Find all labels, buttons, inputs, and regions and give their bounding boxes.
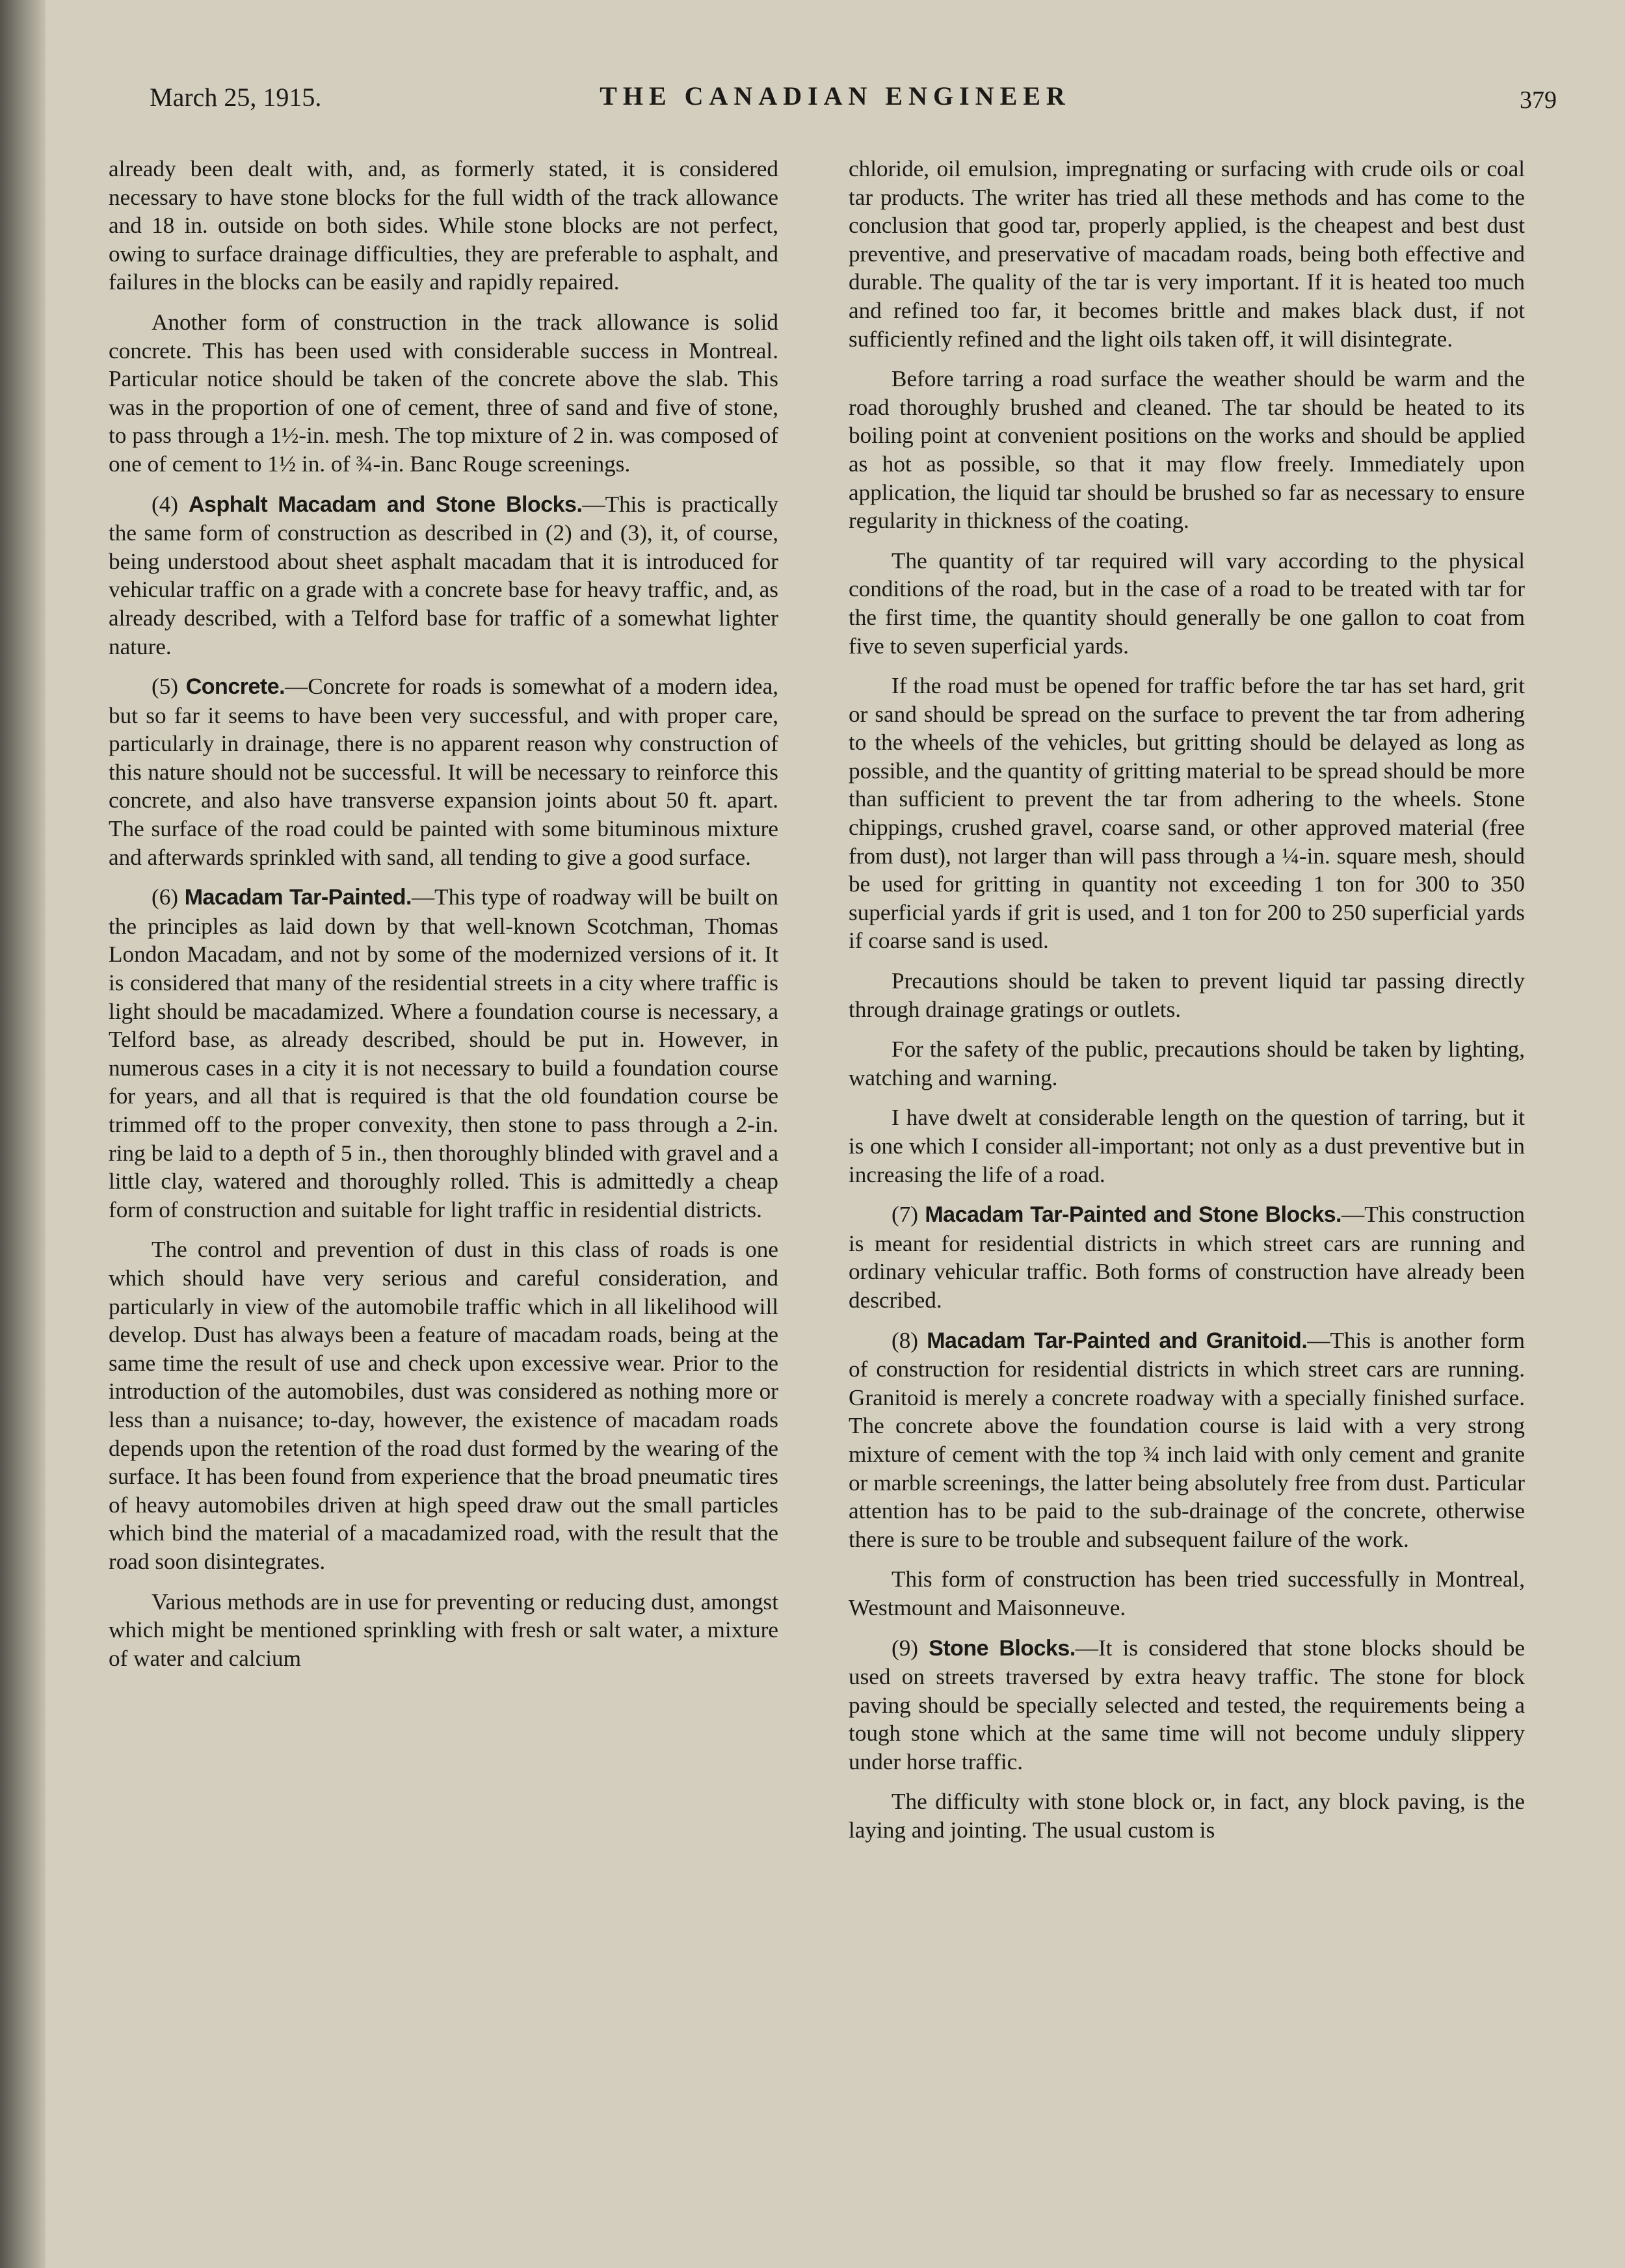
- paragraph: Precautions should be taken to prevent liquid tar passing directly through drainage gratings or outlets.: [849, 968, 1525, 1022]
- section-number: (9): [892, 1635, 919, 1661]
- issue-date: March 25, 1915.: [150, 83, 322, 112]
- paragraph: Before tarring a road surface the weather should be warm and the road thoroughly brushed and cleaned. The tar should be heated to its boiling point at convenient positions on the works and should be applied as hot as possible, so that it may flow freely. Immediately upon application, the liquid tar should be brushed so far as necessary to ensure regularity in thickness of the coating.: [849, 366, 1525, 534]
- section-number: (8): [892, 1327, 919, 1353]
- section-number: (5): [152, 674, 179, 700]
- paragraph: If the road must be opened for traffic before the tar has set hard, grit or sand should be spread on the surface to prevent the tar from adhering to the wheels of the vehicles, but gritting should be delayed as long as possible, and the quantity of gritting material to be spread should be more than sufficient to prevent the tar from adhering to the wheels. Stone chippings, crushed gravel, coarse sand, or other approved material (free from dust), not larger than will pass through a ¼-in. square mesh, should be used for gritting in quantity not exceeding 1 ton for 300 to 350 superficial yards if grit is used, and 1 ton for 200 to 250 superficial yards if coarse sand is used.: [849, 673, 1525, 954]
- section-heading: Macadam Tar-Painted and Stone Blocks.: [925, 1202, 1341, 1228]
- section-body: —This is another form of construction for residential districts in which street cars are running. Granitoid is merely a concrete roadway with a specially finished surface. The concrete above the foundation course is laid with a very strong mixture of cement with the top ¾ inch laid with only cement and granite or marble screenings, the latter being absolutely free from dust. Particular attention has to be paid to the sub-drainage of the concrete, otherwise there is sure to be trouble and subsequent failure of the work.: [849, 1327, 1525, 1552]
- section-heading: Macadam Tar-Painted and Granitoid.: [927, 1328, 1308, 1353]
- section-number: (6): [152, 884, 179, 910]
- section-body: —Concrete for roads is somewhat of a modern idea, but so far it seems to have been very successful, and with proper care, particularly in drainage, there is no apparent reason why construction of this nature should not be successful. It will be necessary to reinforce this concrete, and also have transverse expansion joints about 50 ft. apart. The surface of the road could be painted with some bituminous mixture and afterwards sprinkled with sand, all tending to give a good surface.: [109, 674, 779, 870]
- section-body: —It is considered that stone blocks should be used on streets traversed by extra heavy traffic. The stone for block paving should be specially selected and tested, the requirements being a tough stone which at the same time will not become unduly slippery under horse traffic.: [849, 1635, 1525, 1774]
- paragraph: The quantity of tar required will vary according to the physical conditions of the road, but in the case of a road to be treated with tar for the first time, the quantity should generally be one gallon to coat from five to seven superficial yards.: [849, 547, 1525, 659]
- section-heading: Asphalt Macadam and Stone Blocks.: [189, 492, 583, 517]
- paragraph: The difficulty with stone block or, in fact, any block paving, is the laying and jointing. The usual custom is: [849, 1789, 1525, 1843]
- section-heading: Stone Blocks.: [929, 1635, 1076, 1661]
- section-body: —This is practically the same form of construction as described in (2) and (3), it, of course, being understood about sheet asphalt macadam that it is introduced for vehicular traffic on a grade with a concrete base for heavy traffic, and, as already described, with a Telford base for traffic of a somewhat lighter nature.: [109, 491, 779, 659]
- paragraph: chloride, oil emulsion, impregnating or surfacing with crude oils or coal tar products. The writer has tried all these methods and has come to the conclusion that good tar, properly applied, is the cheapest and best dust preventive, and preservative of macadam roads, being both effective and durable. The quality of the tar is very important. If it is heated too much and refined too far, it becomes brittle and makes black dust, if not sufficiently refined and the light oils taken off, it will disintegrate.: [849, 156, 1525, 352]
- paragraph: This form of construction has been tried successfully in Montreal, Westmount and Maisonneuve.: [849, 1566, 1525, 1620]
- section-macadam-tar-painted: [109, 883, 778, 1224]
- paragraph: Various methods are in use for preventing or reducing dust, amongst which might be mentioned sprinkling with fresh or salt water, a mixture of water and calcium: [109, 1589, 778, 1671]
- right-column: [849, 155, 1525, 1845]
- running-header: [46, 77, 1625, 116]
- section-body: —This construction is meant for residential districts in which street cars are running and ordinary vehicular traffic. Both forms of construction have already been described.: [849, 1202, 1525, 1313]
- book-binding-shadow: [0, 0, 46, 2268]
- paragraph: I have dwelt at considerable length on the question of tarring, but it is one which I consider all-important; not only as a dust preventive but in increasing the life of a road.: [849, 1105, 1525, 1187]
- journal-page: [46, 0, 1625, 2268]
- paragraph: The control and prevention of dust in this class of roads is one which should have very serious and careful consideration, and particularly in view of the automobile traffic which in all likelihood will develop. Dust has always been a feature of macadam roads, being at the same time the result of use and check upon excessive wear. Prior to the introduction of the automobiles, dust was considered as nothing more or less than a nuisance; to-day, however, the existence of macadam roads depends upon the retention of the road dust formed by the wearing of the surface. It has been found from experience that the broad pneumatic tires of heavy automobiles driven at high speed draw out the small particles which bind the material of a macadamized road, with the result that the road soon disintegrates.: [109, 1237, 778, 1574]
- section-number: (7): [892, 1202, 919, 1228]
- section-macadam-tar-painted-stone-blocks: [849, 1200, 1525, 1314]
- section-asphalt-macadam: [109, 490, 778, 661]
- paragraph: Another form of construction in the track allowance is solid concrete. This has been used with considerable success in Montreal. Particular notice should be taken of the concrete above the slab. This was in the proportion of one of cement, three of sand and five of stone, to pass through a 1½-in. mesh. The top mixture of 2 in. was composed of one of cement to 1½ in. of ¾-in. Banc Rouge screenings.: [109, 309, 778, 477]
- section-number: (4): [152, 491, 179, 517]
- section-body: —This type of roadway will be built on the principles as laid down by that well-known Scotchman, Thomas London Macadam, and not by some of the modernized versions of it. It is considered that many of the residential streets in a city where traffic is light should be macadamized. Where a foundation course is necessary, a Telford base, as already described, should be put in. However, in numerous cases in a city it is not necessary to build a foundation course for years, and all that is required is that the old foundation course be trimmed off to the proper convexity, then stone to pass through a 2-in. ring be laid to a depth of 5 in., then thoroughly blinded with gravel and a little clay, watered and thoroughly rolled. This is admittedly a cheap form of construction and suitable for light traffic in residential districts.: [109, 884, 778, 1222]
- page-number: 379: [1520, 86, 1557, 114]
- section-concrete: [109, 672, 778, 871]
- paragraph: For the safety of the public, precautions should be taken by lighting, watching and warning.: [849, 1036, 1525, 1090]
- section-macadam-tar-painted-granitoid: [849, 1326, 1525, 1554]
- paragraph: already been dealt with, and, as formerly stated, it is considered necessary to have stone blocks for the full width of the track allowance and 18 in. outside on both sides. While stone blocks are not perfect, owing to surface drainage difficulties, they are preferable to asphalt, and failures in the blocks can be easily and rapidly repaired.: [109, 156, 778, 295]
- journal-title: THE CANADIAN ENGINEER: [600, 81, 1071, 111]
- left-column: [109, 155, 778, 1672]
- section-heading: Macadam Tar-Painted.: [184, 885, 412, 910]
- section-stone-blocks: [849, 1634, 1525, 1776]
- section-heading: Concrete.: [185, 674, 285, 700]
